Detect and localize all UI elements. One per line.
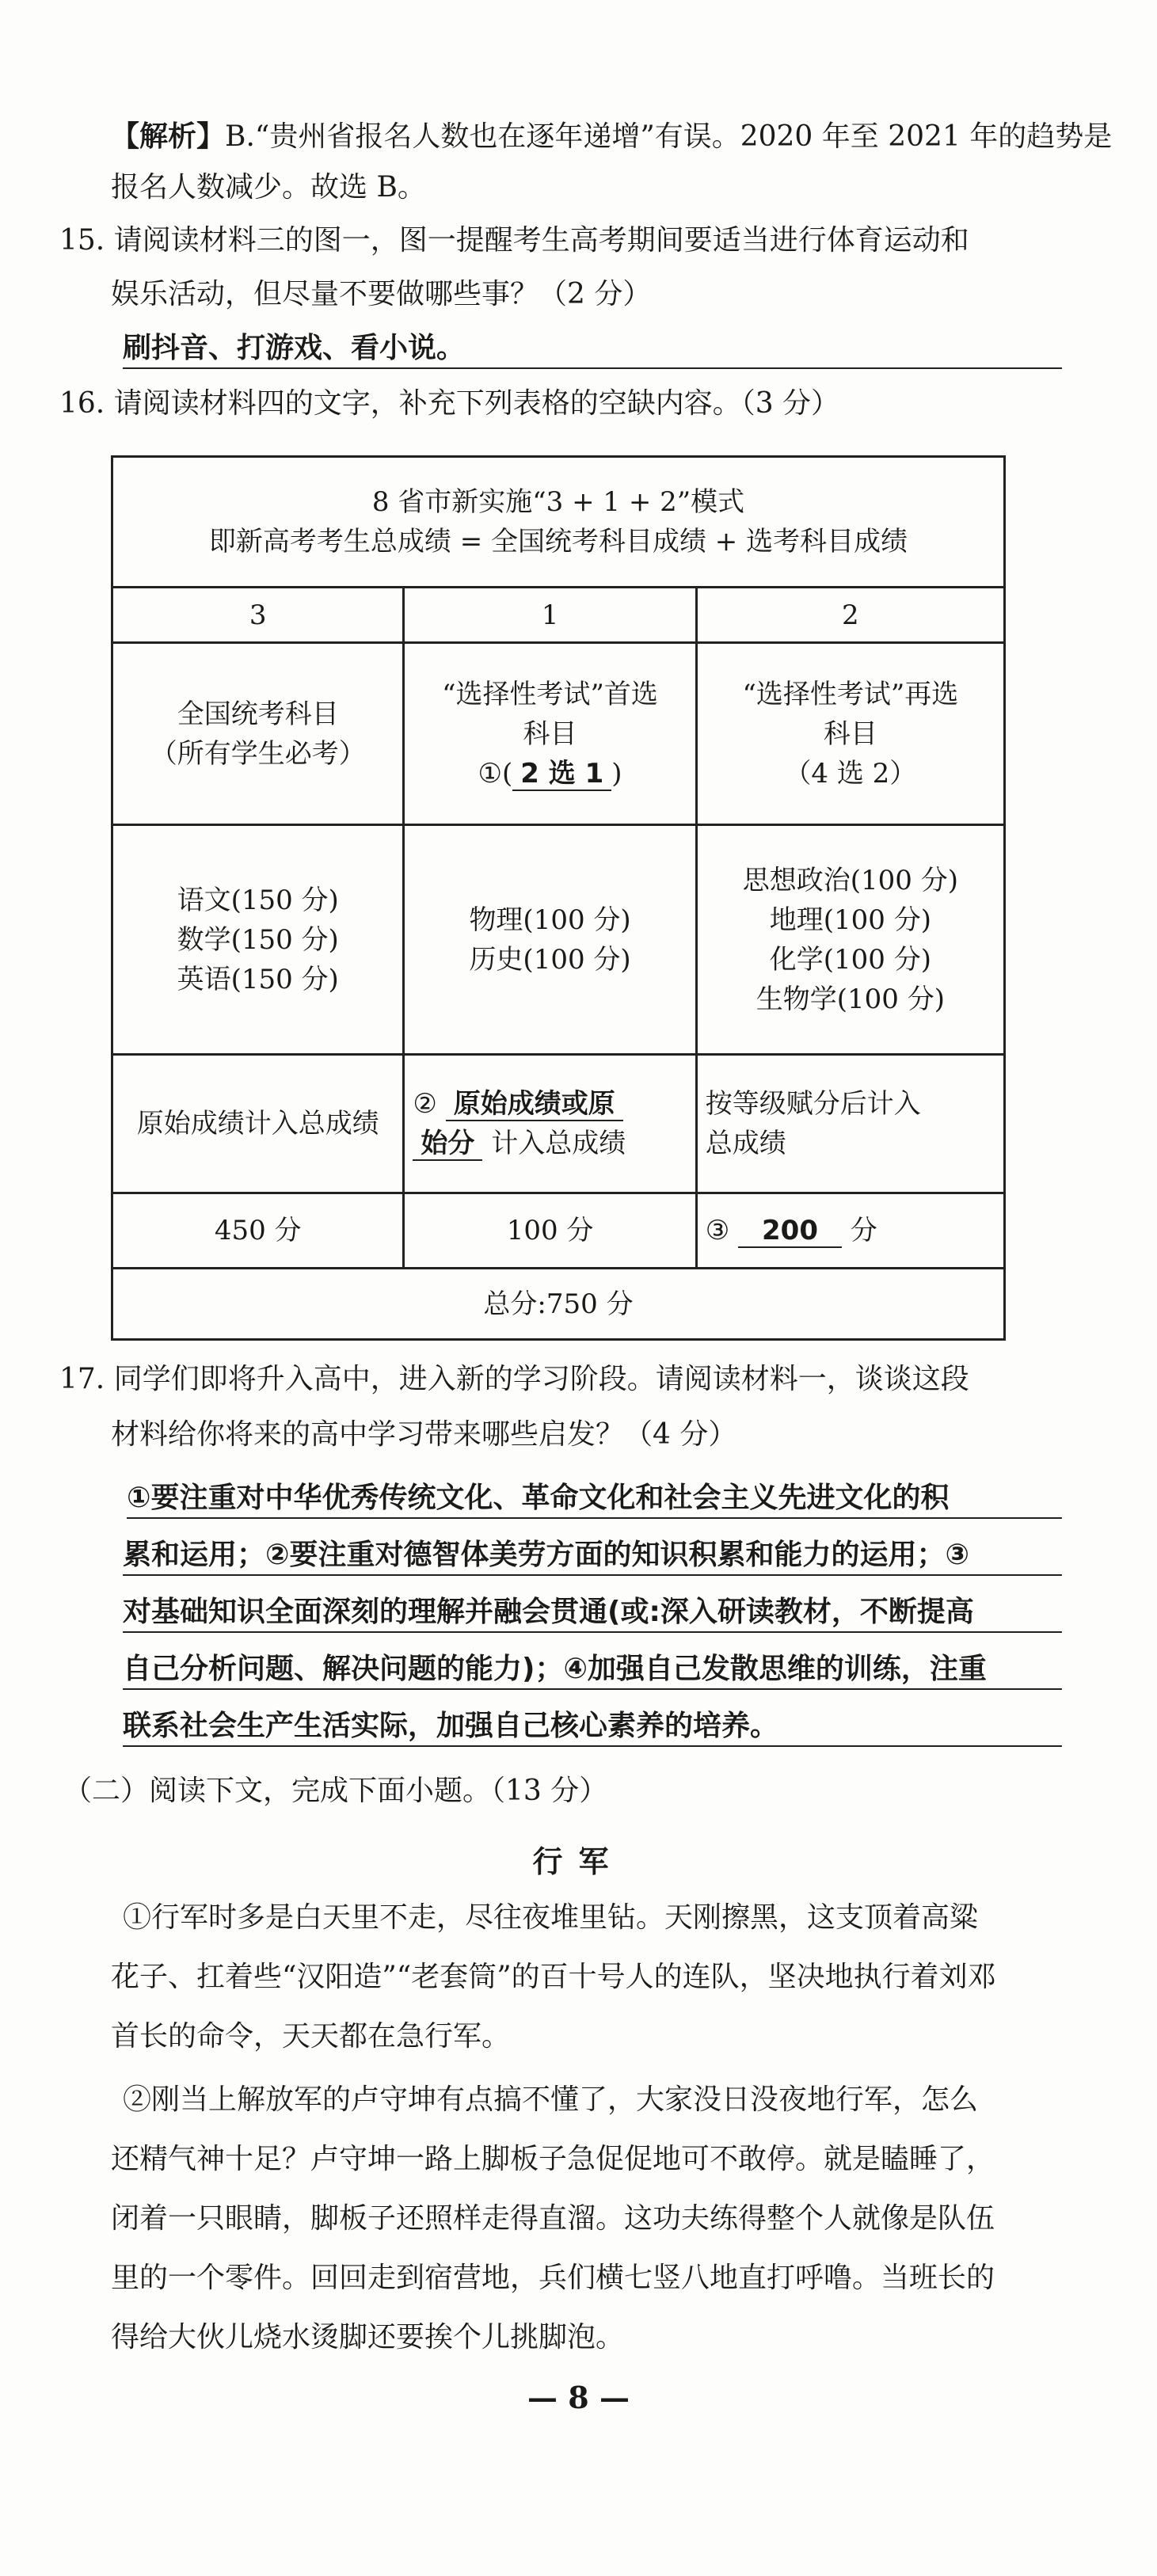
table-title-1: 8 省市新实施“3 + 1 + 2”模式 [371,486,745,518]
blank-2-prefix: ② [413,1088,437,1120]
cell-first-subjects [404,825,696,1055]
para-2-line-1: ②刚当上解放军的卢守坤有点搞不懂了，大家没日没夜地行军，怎么 [123,2083,979,2116]
col-header-2: 2 [696,588,1004,643]
blank-1-suffix: ) [611,757,622,790]
q17-line-1: 17. 同学们即将升入高中，进入新的学习阶段。请阅读材料一，谈谈这段 [59,1363,969,1395]
subject-politics: 思想政治(100 分) [742,864,958,896]
blank-1-prefix: ①( [478,757,513,790]
q17-answer-line-5: 联系社会生产生活实际，加强自己核心素养的培养。 [123,1709,1062,1747]
cell-second-method [696,1055,1004,1193]
cell-first-choice [404,643,696,825]
q15-line-1: 15. 请阅读材料三的图一，图一提醒考生高考期间要适当进行体育运动和 [59,224,969,257]
subject-biology: 生物学(100 分) [755,983,945,1015]
table-title-row [112,457,1005,588]
second-method-line-2: 总成绩 [705,1128,786,1159]
score-table [111,455,1006,1341]
table-row-score [112,1193,1005,1269]
subject-geography: 地理(100 分) [769,904,931,936]
table-header-row [112,588,1005,643]
table-row-subjects [112,825,1005,1055]
national-exam-label: 全国统考科目 [177,698,339,730]
cell-national-score: 450 分 [112,1193,404,1269]
cell-national-subjects [112,825,404,1055]
para-1-line-2: 花子、扛着些“汉阳造”“老套筒”的百十号人的连队，坚决地执行着刘邓 [111,1961,996,1993]
q17-answer-line-4: 自己分析问题、解决问题的能力)；④加强自己发散思维的训练，注重 [123,1652,1062,1690]
cell-second-score [696,1193,1004,1269]
blank-2-answer-part-2: 始分 [413,1128,482,1161]
second-choice-label: “选择性考试”再选 [742,678,959,710]
analysis-line-2: 报名人数减少。故选 B。 [111,171,426,204]
blank-2-line-2 [413,1124,687,1163]
cell-total: 总分:750 分 [112,1269,1005,1340]
first-choice-label: “选择性考试”首选 [442,678,658,710]
cell-first-method [404,1055,696,1193]
second-choice-note: （4 选 2） [784,757,917,790]
cell-national-exam [112,643,404,825]
cell-national-method: 原始成绩计入总成绩 [112,1055,404,1193]
col-header-3: 3 [112,588,404,643]
subject-english: 英语(150 分) [177,963,339,995]
blank-3-answer: 200 [738,1215,842,1248]
analysis-line-1 [111,119,1113,154]
q16-prompt: 16. 请阅读材料四的文字，补充下列表格的空缺内容。（3 分） [59,387,840,420]
subject-physics: 物理(100 分) [469,904,631,936]
q15-line-2: 娱乐活动，但尽量不要做哪些事？（2 分） [111,278,652,310]
subject-chemistry: 化学(100 分) [769,943,931,976]
q17-answer-line-1: ①要注重对中华优秀传统文化、革命文化和社会主义先进文化的积 [127,1481,1062,1519]
analysis-text-1: B.“贵州省报名人数也在逐年递增”有误。2020 年至 2021 年的趋势是 [225,120,1113,153]
blank-1-answer: 2 选 1 [512,758,611,791]
first-choice-label-2: 科目 [523,717,577,750]
blank-3-prefix: ③ [705,1215,730,1246]
table-row-method [112,1055,1005,1193]
para-1-line-1: ①行军时多是白天里不走，尽往夜堆里钻。天刚擦黑，这支顶着高粱 [123,1901,979,1934]
q15-answer: 刷抖音、打游戏、看小说。 [123,331,1062,369]
second-choice-label-2: 科目 [823,717,877,750]
table-title-cell [112,457,1005,588]
blank-2-answer-part-1: 原始成绩或原 [446,1088,623,1121]
cell-second-subjects [696,825,1004,1055]
q17-answer-line-2: 累和运用；②要注重对德智体美劳方面的知识积累和能力的运用；③ [123,1538,1062,1576]
blank-2-suffix: 计入总成绩 [491,1128,626,1159]
col-header-1: 1 [404,588,696,643]
article-title: 行军 [532,1844,625,1879]
table-row-type [112,643,1005,825]
table-title-2: 即新高考考生总成绩 = 全国统考科目成绩 + 选考科目成绩 [208,526,908,557]
para-2-line-3: 闭着一只眼睛，脚板子还照样走得直溜。这功夫练得整个人就像是队伍 [111,2202,995,2235]
para-2-line-4: 里的一个零件。回回走到宿营地，兵们横七竖八地直打呼噜。当班长的 [111,2262,995,2294]
q17-answer-line-3: 对基础知识全面深刻的理解并融会贯通(或:深入研读教材，不断提高 [123,1595,1062,1633]
para-2-line-5: 得给大伙儿烧水烫脚还要挨个儿挑脚泡。 [111,2321,625,2353]
blank-3-suffix: 分 [850,1215,877,1246]
table-row-total [112,1269,1005,1340]
first-choice-blank [413,754,687,793]
subject-math: 数学(150 分) [177,923,339,956]
subject-chinese: 语文(150 分) [177,884,339,916]
q17-line-2: 材料给你将来的高中学习带来哪些启发？（4 分） [111,1418,737,1451]
second-method-line-1: 按等级赋分后计入 [705,1088,921,1120]
blank-2-line-1 [413,1084,687,1124]
cell-first-score: 100 分 [404,1193,696,1269]
para-1-line-3: 首长的命令，天天都在急行军。 [111,2020,511,2053]
page-number: — 8 — [527,2380,630,2415]
national-exam-note: （所有学生必考） [150,737,366,770]
subject-history: 历史(100 分) [469,943,631,976]
section-2-heading: （二）阅读下文，完成下面小题。（13 分） [63,1775,608,1807]
cell-second-choice [696,643,1004,825]
para-2-line-2: 还精气神十足？卢守坤一路上脚板子急促促地可不敢停。就是瞌睡了， [111,2143,995,2175]
analysis-label: 【解析】 [111,120,226,153]
